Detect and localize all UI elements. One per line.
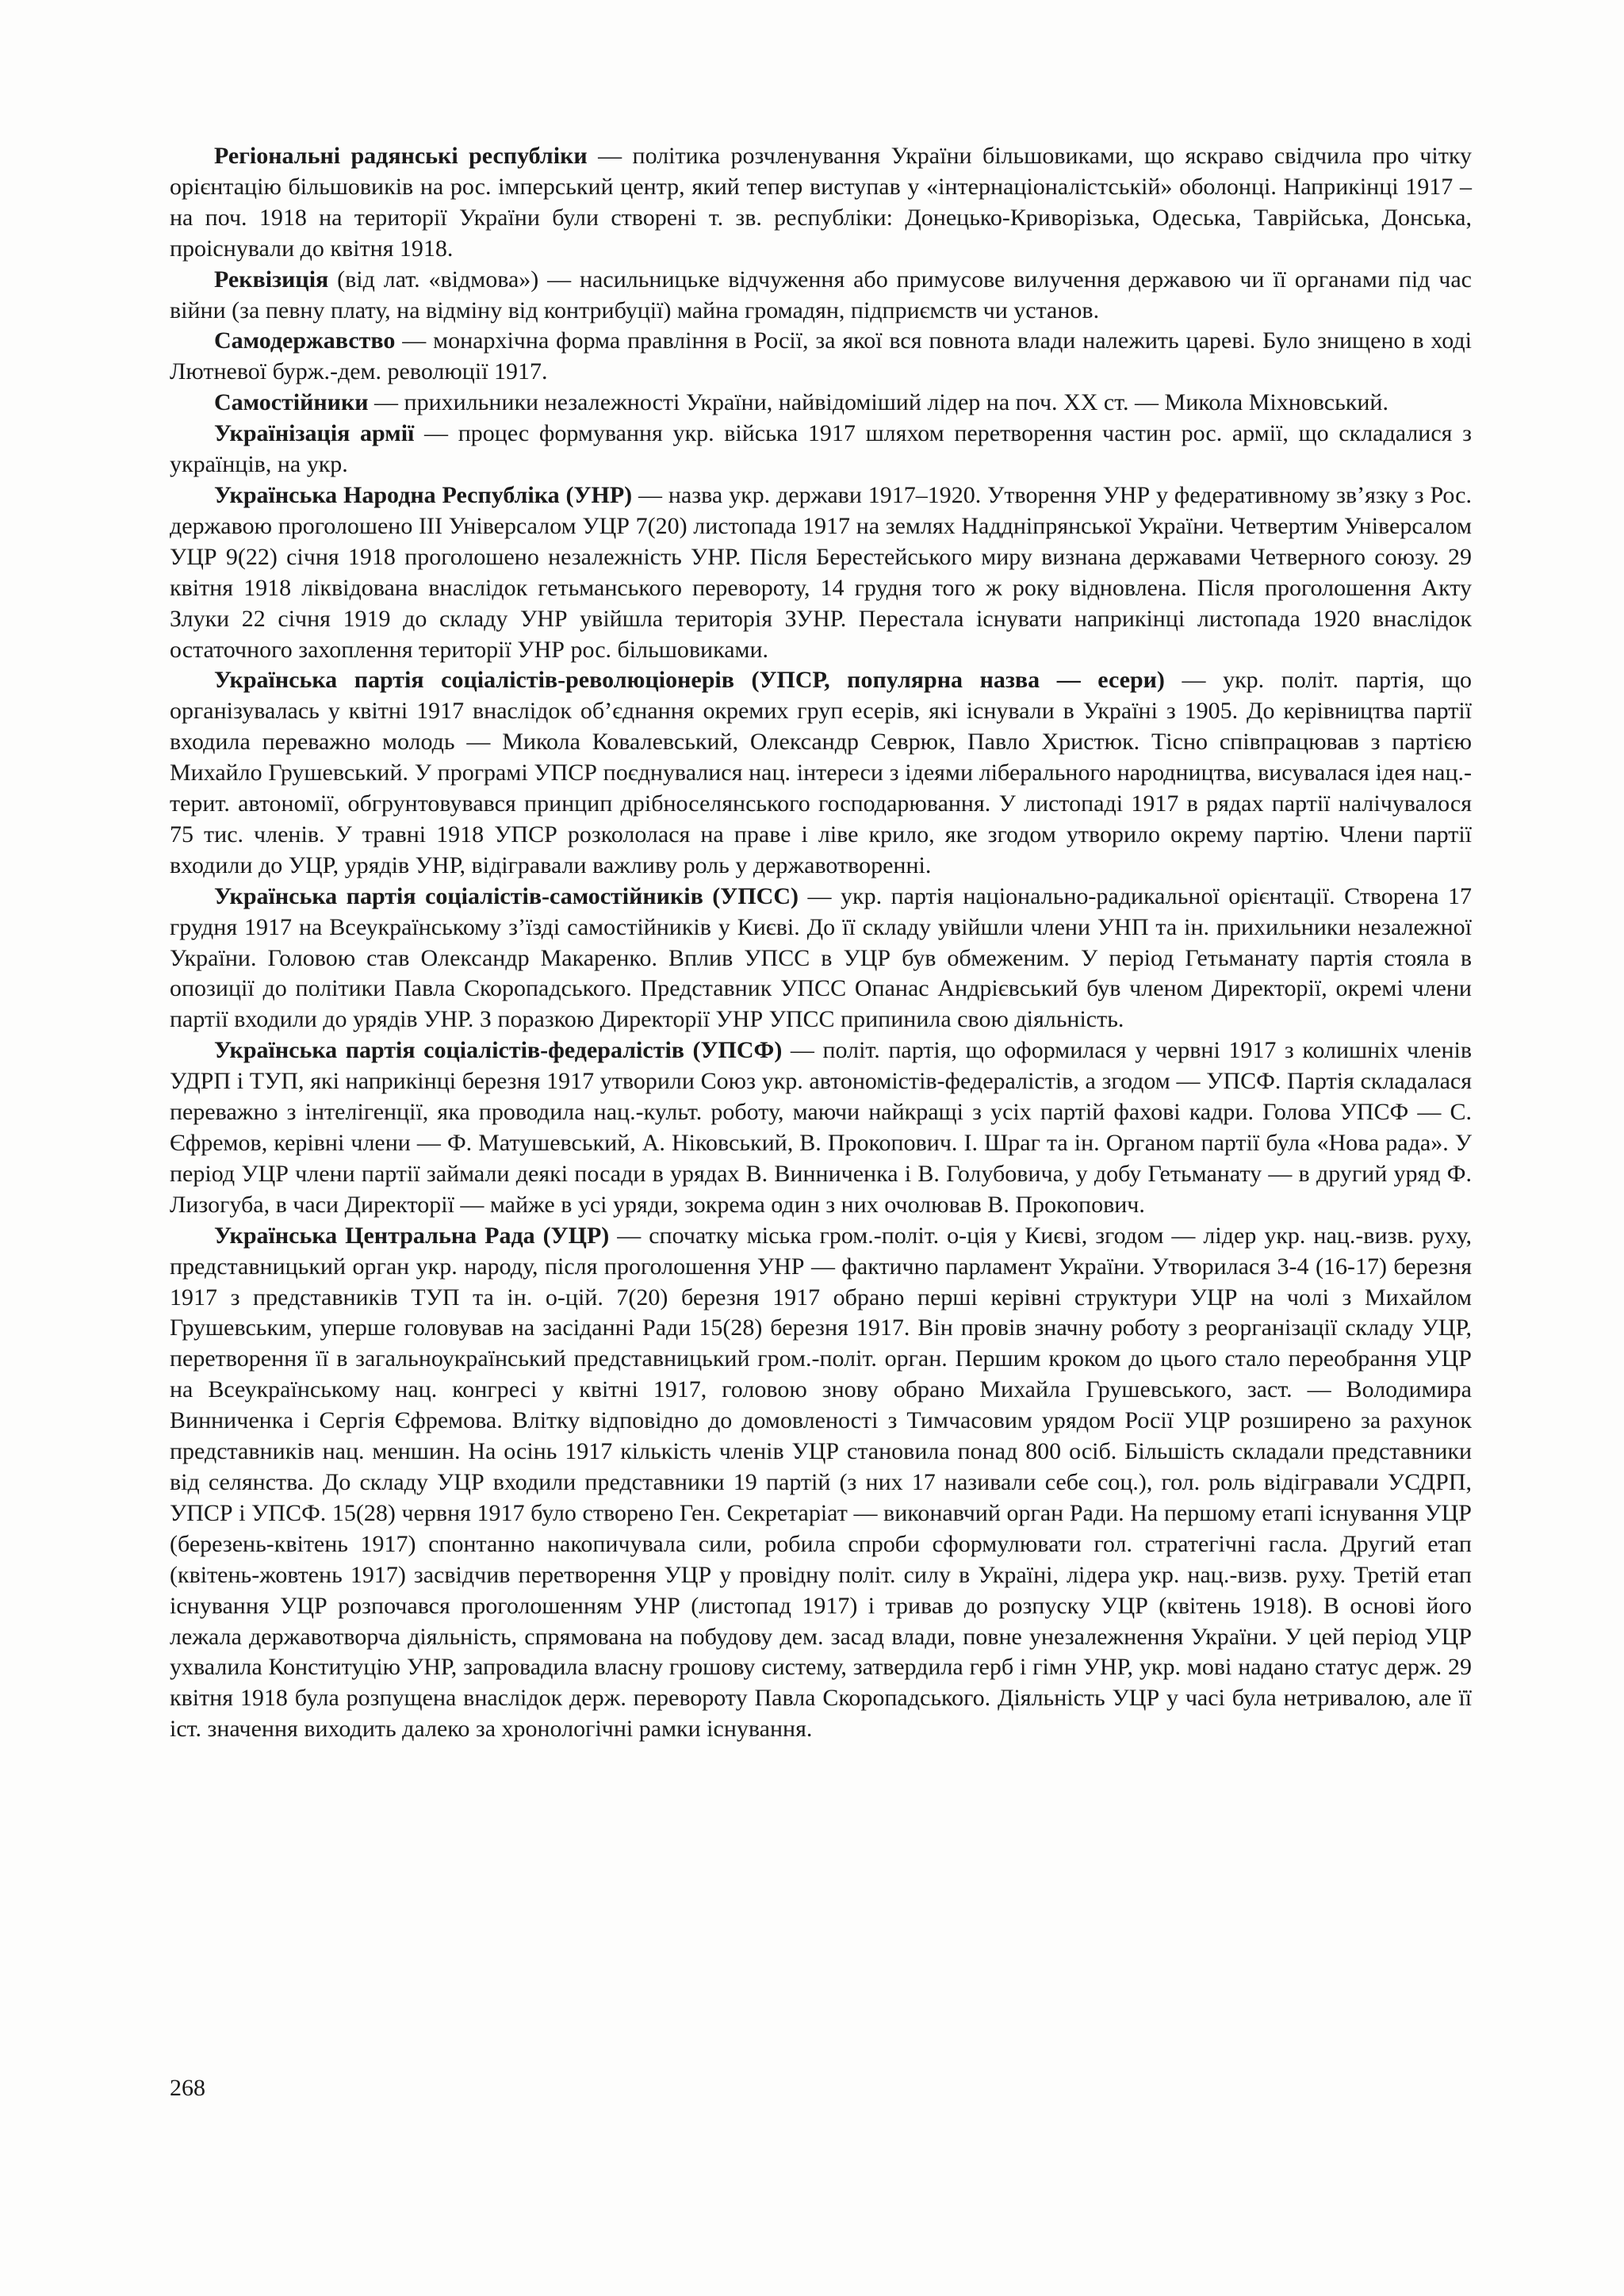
glossary-text — [170, 141, 1472, 1745]
entry-term: Українська партія соціалістів-федералістів (УПСФ) — [214, 1037, 783, 1064]
glossary-entry — [170, 665, 1472, 881]
glossary-entry — [170, 388, 1472, 419]
entry-definition: (від лат. «відмова») — насильницьке відчуження або примусове вилучення державою чи її органами під час війни (за певну плату, на відміну від контрибуції) майна громадян, підприємств чи установ. — [170, 266, 1472, 323]
glossary-entry — [170, 265, 1472, 327]
entry-term: Українська Народна Республіка (УНР) — [214, 481, 633, 508]
entry-term: Українська партія соціалістів-революціонерів (УПСР, популярна назва — есери) — [214, 667, 1165, 694]
entry-term: Реквізиція — [214, 266, 329, 293]
entry-definition: — спочатку міська гром.-політ. о-ція у Києві, згодом — лідер укр. нац.-визв. руху, представницький орган укр. народу, після проголошення УНР — фактично парламент України. Утворилася 3-4 (16-17) березня 1917 з представників ТУП та ін. о-цій. 7(20) березня 1917 обрано перші керівні структури УЦР на чолі з Михайлом Грушевським, уперше головував на засіданні Ради 15(28) березня 1917. Він провів значну роботу з реорганізації складу УЦР, перетворення її в загальноукраїнський представницький гром.-політ. орган. Першим кроком до цього стало переобрання УЦР на Всеукраїнському нац. конгресі у квітні 1917, головою знову обрано Михайла Грушевського, заст. — Володимира Винниченка і Сергія Єфремова. Влітку відповідно до домовленості з Тимчасовим урядом Росії УЦР розширено за рахунок представників нац. меншин. На осінь 1917 кількість членів УЦР становила понад 800 осіб. Більшість складали представники від селянства. До складу УЦР входили представники 19 партій (з них 17 називали себе соц.), гол. роль відігравали УСДРП, УПСР і УПСФ. 15(28) червня 1917 було створено Ген. Секретаріат — виконавчий орган Ради. На першому етапі існування УЦР (березень-квітень 1917) спонтанно накопичувала сили, робила спроби сформулювати гол. стратегічні гасла. Другий етап (квітень-жовтень 1917) засвідчив перетворення УЦР у провідну політ. силу в Україні, лідера укр. нац.-визв. руху. Третій етап існування УЦР розпочався проголошенням УНР (листопад 1917) і тривав до розпуску УЦР (квітень 1918). В основі його лежала державотворча діяльність, спрямована на побудову дем. засад влади, повне унезалежнення України. У цей період УЦР ухвалила Конституцію УНР, запровадила власну грошову систему, затвердила герб і гімн УНР, укр. мові надано статус держ. 29 квітня 1918 була розпущена внаслідок держ. перевороту Павла Скоропадського. Діяльність УЦР у часі була нетривалою, але її іст. значення виходить далеко за хронологічні рамки існування. — [170, 1222, 1473, 1743]
entry-definition: — процес формування укр. війська 1917 шляхом перетворення частин рос. армії, що складалися з українців, на укр. — [170, 420, 1472, 478]
glossary-entry — [170, 1035, 1472, 1220]
entry-term: Самостійники — [214, 389, 369, 416]
entry-definition: — укр. партія національно-радикальної орієнтації. Створена 17 грудня 1917 на Всеукраїнському з’їзді самостійників у Києві. До її складу увійшли члени УНП та ін. прихильники незалежної України. Головою став Олександр Макаренко. Вплив УПСС в УЦР був обмеженим. У період Гетьманату партія стояла в опозиції до політики Павла Скоропадського. Представник УПСС Опанас Андрієвський був членом Директорії, окремі члени партії входили до урядів УНР. З поразкою Директорії УНР УПСС припинила свою діяльність. — [170, 882, 1472, 1033]
page-number: 268 — [170, 2075, 205, 2101]
entry-definition: — політ. партія, що оформилася у червні 1917 з колишніх членів УДРП і ТУП, які наприкінці березня 1917 утворили Союз укр. автономістів-федералістів, а згодом — УПСФ. Партія складалася переважно з інтелігенції, яка проводила нац.-культ. роботу, маючи найкращі з усіх партій фахові кадри. Голова УПСФ — С. Єфремов, керівні члени — Ф. Матушевський, А. Ніковський, В. Прокопович. І. Шраг та ін. Органом партії була «Нова рада». У період УЦР члени партії займали деякі посади в урядах В. Винниченка і В. Голубовича, у добу Гетьманату — в другий уряд Ф. Лизогуба, в часи Директорії — майже в усі уряди, зокрема один з них очолював В. Прокопович. — [170, 1037, 1472, 1218]
entry-definition: — прихильники незалежності України, найвідоміший лідер на поч. ХХ ст. — Микола Міхновський. — [368, 389, 1388, 416]
glossary-entry — [170, 419, 1472, 480]
entry-definition: — політика розчленування України більшовиками, що яскраво свідчила про чітку орієнтацію більшовиків на рос. імперський центр, який тепер виступав у «інтернаціоналістській» оболонці. Наприкінці 1917 – на поч. 1918 на території України були створені т. зв. республіки: Донецько-Криворізька, Одеська, Таврійська, Донська, проіснували до квітня 1918. — [170, 143, 1472, 262]
entry-definition: — монархічна форма правління в Росії, за якої вся повнота влади належить цареві. Було знищено в ході Лютневої бурж.-дем. революції 1917. — [170, 327, 1472, 385]
entry-term: Українська Центральна Рада (УЦР) — [214, 1222, 610, 1249]
glossary-entry — [170, 480, 1472, 665]
glossary-entry — [170, 141, 1472, 265]
glossary-entry — [170, 1221, 1472, 1745]
entry-term: Самодержавство — [214, 327, 396, 354]
entry-definition: — укр. політ. партія, що організувалась у квітні 1917 внаслідок об’єднання окремих груп есерів, які існували в Україні з 1905. До керівництва партії входила переважно молодь — Микола Ковалевський, Олександр Севрюк, Павло Христюк. Тісно співпрацював з партією Михайло Грушевський. У програмі УПСР поєднувалися нац. інтереси з ідеями ліберального народництва, висувалася ідея нац.-терит. автономії, обгрунтовувався принцип дрібноселянського господарювання. У листопаді 1917 в рядах партії налічувалося 75 тис. членів. У травні 1918 УПСР розкололася на праве і ліве крило, яке згодом утворило окрему партію. Члени партії входили до УЦР, урядів УНР, відігравали важливу роль у державотворенні. — [170, 667, 1473, 878]
entry-term: Українізація армії — [214, 420, 415, 447]
entry-definition: — назва укр. держави 1917–1920. Утворення УНР у федеративному зв’язку з Рос. державою проголошено ІІІ Універсалом УЦР 7(20) листопада 1917 на землях Наддніпрянської України. Четвертим Універсалом УЦР 9(22) січня 1918 проголошено незалежність УНР. Після Берестейського миру визнана державами Четверного союзу. 29 квітня 1918 ліквідована внаслідок гетьманського перевороту, 14 грудня того ж року відновлена. Після проголошення Акту Злуки 22 січня 1919 до складу УНР увійшла територія ЗУНР. Перестала існувати наприкінці листопада 1920 внаслідок остаточного захоплення території УНР рос. більшовиками. — [170, 481, 1472, 663]
entry-term: Регіональні радянські республіки — [214, 143, 588, 169]
glossary-entry — [170, 882, 1472, 1036]
glossary-entry — [170, 326, 1472, 388]
entry-term: Українська партія соціалістів-самостійників (УПСС) — [214, 882, 799, 909]
